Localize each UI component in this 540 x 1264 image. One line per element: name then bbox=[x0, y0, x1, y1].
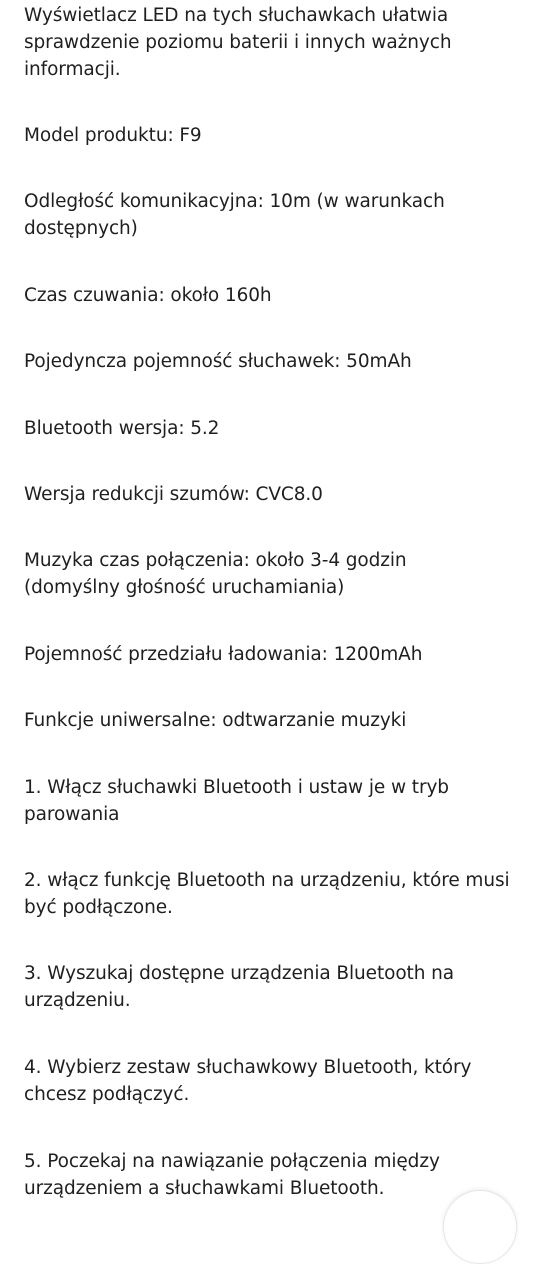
description-paragraph: 5. Poczekaj na nawiązanie połączenia między urządzeniem a słuchawkami Bluetooth. bbox=[24, 1151, 440, 1199]
description-paragraph: Wyświetlacz LED na tych słuchawkach ułatwia sprawdzenie poziomu baterii i innych ważnych informacji. bbox=[24, 5, 452, 80]
description-paragraph: Pojemność przedziału ładowania: 1200mAh bbox=[24, 644, 423, 665]
description-paragraph: 2. włącz funkcję Bluetooth na urządzeniu, które musi być podłączone. bbox=[24, 870, 510, 918]
description-paragraph: Bluetooth wersja: 5.2 bbox=[24, 418, 220, 439]
description-paragraph: Muzyka czas połączenia: około 3-4 godzin (domyślny głośność uruchamiania) bbox=[24, 550, 407, 598]
description-paragraph: Czas czuwania: około 160h bbox=[24, 285, 272, 306]
description-paragraph: Model produktu: F9 bbox=[24, 125, 202, 146]
description-paragraph: 3. Wyszukaj dostępne urządzenia Bluetooth na urządzeniu. bbox=[24, 963, 454, 1011]
floating-action-button[interactable] bbox=[443, 1190, 517, 1264]
description-paragraph: 1. Włącz słuchawki Bluetooth i ustaw je w tryb parowania bbox=[24, 777, 449, 825]
description-paragraph: Funkcje uniwersalne: odtwarzanie muzyki bbox=[24, 710, 407, 731]
description-paragraph: 4. Wybierz zestaw słuchawkowy Bluetooth, który chcesz podłączyć. bbox=[24, 1057, 472, 1105]
description-paragraph: Wersja redukcji szumów: CVC8.0 bbox=[24, 484, 323, 505]
description-paragraph: Pojedyncza pojemność słuchawek: 50mAh bbox=[24, 351, 412, 372]
description-paragraph: Odległość komunikacyjna: 10m (w warunkach dostępnych) bbox=[24, 191, 445, 239]
